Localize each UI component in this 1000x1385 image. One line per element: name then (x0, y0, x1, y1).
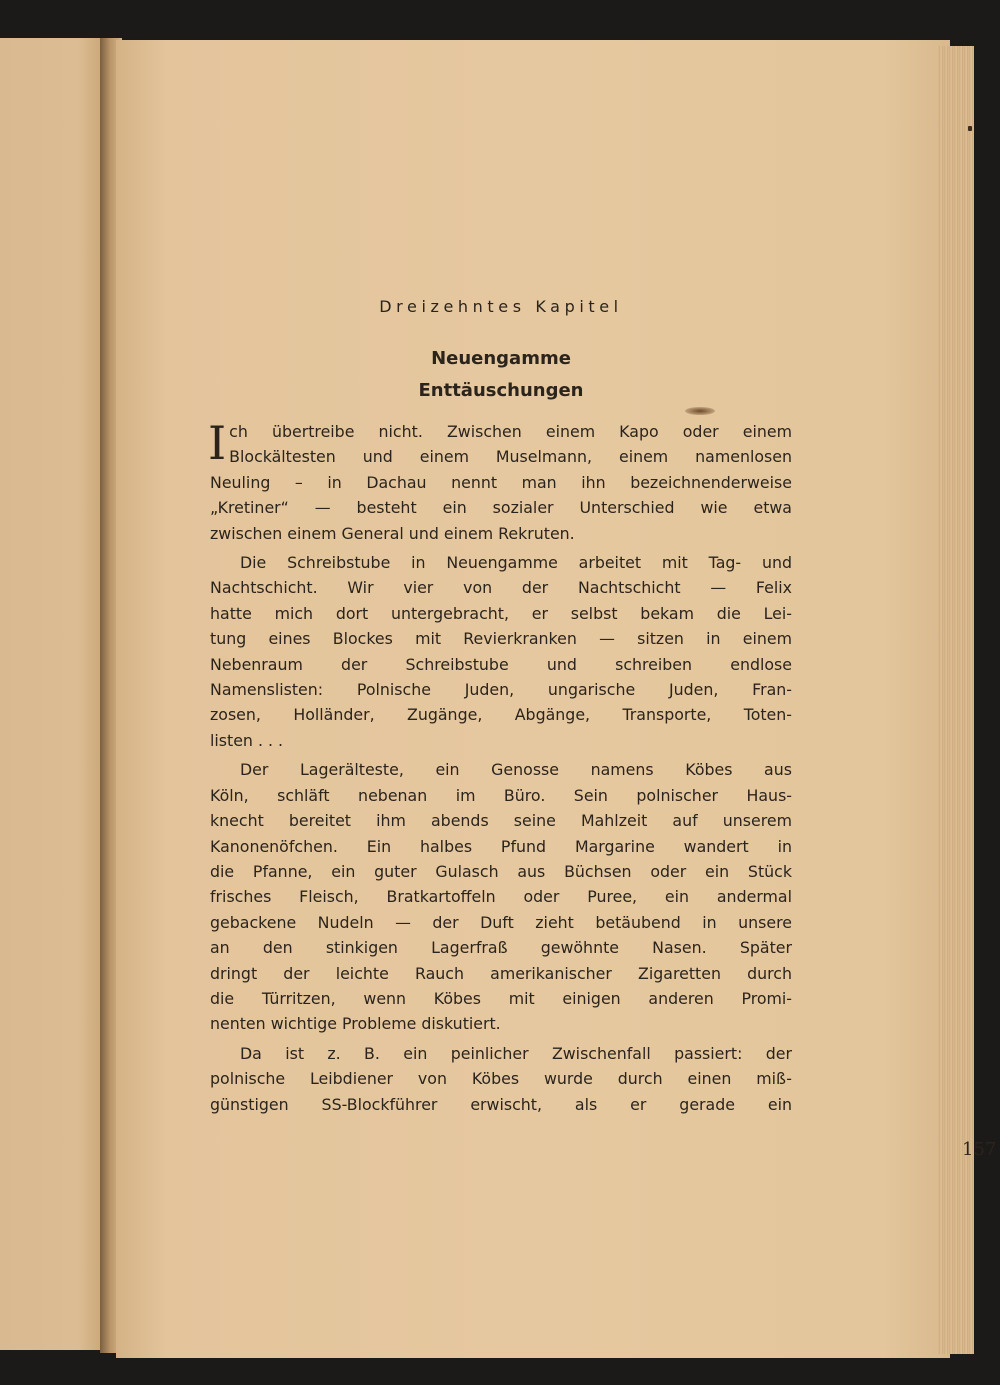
paragraph-4 (210, 1041, 792, 1117)
text-line: ch übertreibe nicht. Zwischen einem Kapo oder einem (229, 422, 792, 441)
paragraph-2 (210, 550, 792, 753)
text-line: Blockältesten und einem Muselmann, einem namenlosen (229, 447, 792, 467)
text-line: Kanonenöfchen. Ein halbes Pfund Margarine wandert in (210, 836, 792, 856)
paragraph-1-continued (210, 470, 792, 546)
text-line: frisches Fleisch, Bratkartoffeln oder Puree, ein andermal (210, 887, 792, 907)
text-line: Da ist z. B. ein peinlicher Zwischenfall passiert: der (240, 1043, 792, 1063)
drop-cap: I (208, 416, 227, 470)
drop-cap-lines (229, 419, 792, 470)
body-text (208, 416, 792, 1117)
text-line: Die Schreibstube in Neuengamme arbeitet mit Tag- und (240, 553, 792, 573)
chapter-title-place: Neuengamme (431, 348, 571, 369)
left-page (0, 38, 112, 1350)
text-line: zosen, Holländer, Zugänge, Abgänge, Transporte, Toten- (210, 705, 792, 725)
text-line: nenten wichtige Probleme diskutiert. (210, 1014, 501, 1034)
text-line: Neuling – in Dachau nennt man ihn bezeichnenderweise (210, 472, 792, 492)
text-line: Nachtschicht. Wir vier von der Nachtschicht — Felix (210, 578, 792, 598)
text-line: gebackene Nudeln — der Duft zieht betäubend in unsere (210, 912, 792, 932)
text-line: „Kretiner“ — besteht ein sozialer Unterschied wie etwa (210, 498, 792, 518)
text-line: hatte mich dort untergebracht, er selbst bekam die Lei- (210, 603, 792, 623)
text-line: Der Lagerälteste, ein Genosse namens Köbes aus (240, 760, 792, 780)
text-line: dringt der leichte Rauch amerikanischer Zigaretten durch (210, 963, 792, 983)
text-line: Köln, schläft nebenan im Büro. Sein polnischer Haus- (210, 785, 792, 805)
scan-speck (968, 126, 972, 131)
text-line: Namenslisten: Polnische Juden, ungarische Juden, Fran- (210, 680, 792, 700)
ink-smudge (685, 407, 715, 415)
paragraph-1 (208, 416, 792, 470)
chapter-label: Dreizehntes Kapitel (379, 297, 623, 316)
text-line: an den stinkigen Lagerfraß gewöhnte Nasen. Später (210, 938, 792, 958)
text-line: die Türritzen, wenn Köbes mit einigen anderen Promi- (210, 988, 792, 1008)
text-line: listen . . . (210, 730, 284, 750)
chapter-title: Enttäuschungen (418, 380, 584, 401)
text-line: tung eines Blockes mit Revierkranken — sitzen in einem (210, 629, 792, 649)
text-line: die Pfanne, ein guter Gulasch aus Büchsen oder ein Stück (210, 861, 792, 881)
text-line: Nebenraum der Schreibstube und schreiben endlose (210, 654, 792, 674)
page-number: 157 (962, 1139, 997, 1160)
text-line: polnische Leibdiener von Köbes wurde durch einen miß- (210, 1069, 792, 1089)
text-line: günstigen SS-Blockführer erwischt, als er gerade ein (210, 1094, 792, 1114)
text-line: zwischen einem General und einem Rekruten. (210, 523, 575, 543)
text-line: knecht bereitet ihm abends seine Mahlzeit auf unserem (210, 811, 792, 831)
paragraph-3 (210, 757, 792, 1036)
